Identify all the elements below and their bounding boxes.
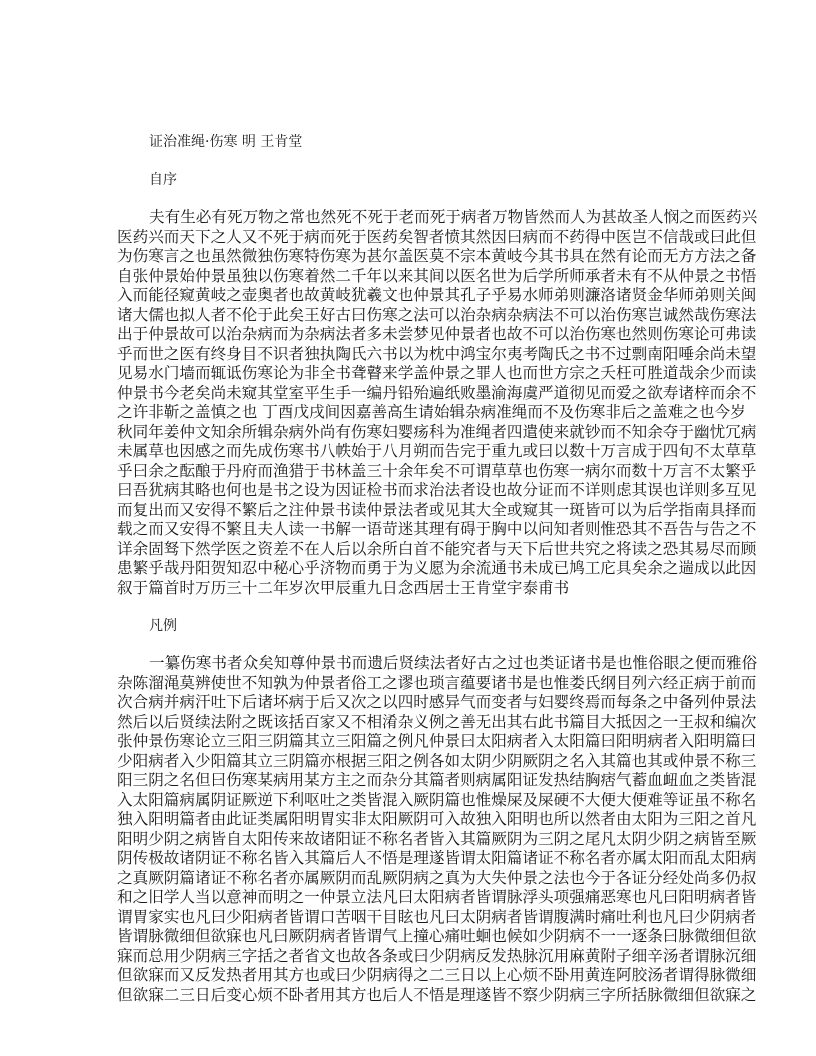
text-line: 谓胃家实也凡曰少阳病者皆谓口苦咽干目眩也凡曰太阴病者皆谓腹满时痛吐利也凡曰少阴病者 [117,907,757,926]
text-line: 诸大儒也拟人者不伦于此矣王好古曰伤寒之法可以治杂病杂病法不可以治伤寒岂诚然哉伤寒法 [117,305,757,324]
text-line: 仲景书今老矣尚未窥其堂室平生手一编丹铅殆遍纸败墨渝海虞严道彻见而爱之欲寿诸梓而余不 [117,383,757,402]
text-line: 入太阳篇病属阴证厥逆下利呕吐之类皆混入厥阴篇也惟燥屎及屎硬不大便大便难等证虽不称名 [117,790,757,809]
text-line: 独入阳明篇者由此证类属阳明胃实非太阳厥阴可入故独入阳明也所以然者由太阳为三阳之首凡 [117,810,757,828]
text-line: 详余固驽下然学医之资差不在人后以余所白首不能究者与天下后世共究之将读之恐其易尽而顾 [117,539,757,558]
text-line: 医药兴而天下之人又不死于病而死于医药矣智者愤其然因曰病而不药得中医岂不信哉或曰此但 [117,227,757,246]
text-line: 自张仲景始仲景虽独以伤寒着然二千年以来其间以医名世为后学所师承者未有不从仲景之书悟 [117,266,757,285]
text-line: 阳三阴之名但曰伤寒某病用某方主之而杂分其篇者则病属阳证发热结胸痞气蓄血衄血之类皆混 [117,771,757,789]
text-line: 皆谓脉微细但欲寐也凡曰厥阴病者皆谓气上撞心痛吐蛔也候如少阴病不一一逐条曰脉微细但欲 [117,927,757,945]
preface-paragraph [117,208,758,598]
text-line: 阴传极故诸阴证不称名皆入其篇后人不悟是理遂皆谓太阳篇诸证不称名者亦属太阳而乱太阳病 [117,849,757,867]
text-line: 少阳病者入少阳篇其立三阴篇亦根据三阳之例各如太阴少阴厥阴之名入其篇也其或仲景不称三 [117,751,757,770]
text-line: 曰吾犹病其略也何也是书之设为因证检书而求治法者设也故分证而不详则虑其误也详则多互见 [117,481,757,499]
document-page [117,132,758,1023]
text-line: 一纂伤寒书者众矣知尊仲景书而遗后贤续法者好古之过也类证诸书是也惟俗眼之便而雅俗 [149,654,758,672]
general-rules-paragraph [117,654,758,1005]
text-line: 为伤寒言之也虽然微独伤寒特伤寒为甚尔盖医莫不宗本黄岐今其书具在然有论而无方方法之备 [117,247,757,265]
text-line: 乎曰余之酝酿于丹府而渔猎于书林盖三十余年矣不可谓草草也伤寒一病尔而数十万言不太繁乎 [117,461,757,480]
text-line: 未属草也因感之而先成伤寒书八帙始于八月朔而告完于重九或曰以数十万言成于四旬不太草草 [117,442,757,460]
text-line: 但欲寐二三日后变心烦不卧者用其方也后人不悟是理遂皆不察少阴病三字所括脉微细但欲寐之 [117,985,757,1004]
text-line: 入而能径窥黄岐之壶奥者也故黄岐犹羲文也仲景其孔子乎易水师弟则濂洛诸贤金华师弟则关闽 [117,286,757,304]
text-line: 之真厥阴篇诸证不称名者亦属厥阴而乱厥阴病之真为大失仲景之法也今于各证分经处尚多仍叔 [117,868,757,887]
text-line: 乎而世之医有终身目不识者独执陶氏六书以为枕中鸿宝尔夷考陶氏之书不过剽南阳唾余尚未望 [117,344,757,363]
text-line: 寐而总用少阴病三字括之者省文也故各条或曰少阴病反发热脉沉用麻黄附子细辛汤者谓脉沉细 [117,946,757,965]
text-line: 见易水门墙而辄诋伤寒论为非全书聋瞽来学盖仲景之罪人也而世方宗之夭枉可胜道哉余少而读 [117,364,757,382]
text-line: 和之旧学人当以意神而明之一仲景立法凡曰太阳病者皆谓脉浮头项强痛恶寒也凡曰阳明病者皆 [117,888,757,906]
text-line: 夫有生必有死万物之常也然死不死于老而死于病者万物皆然而人为甚故圣人悯之而医药兴 [149,208,758,226]
section-heading-general-rules: 凡例 [149,618,177,634]
section-heading-preface: 自序 [149,172,177,188]
text-line: 载之而又安得不繁且夫人读一书解一语苛迷其理有碍于胸中以问知者则惟恐其不吾告与告之不 [117,520,757,538]
text-line: 秋同年姜仲文知余所辑杂病外尚有伤寒妇婴疡科为准绳者四遣使来就钞而不知余夺于幽忧冗病 [117,422,757,441]
text-line: 叙于篇首时万历三十二年岁次甲辰重九日念西居士王肯堂宇泰甫书 [117,578,570,597]
document-title: 证治准绳·伤寒 明 王肯堂 [149,134,303,150]
text-line: 阳明少阴之病皆自太阳传来故诸阳证不称名者皆入其篇厥阴为三阴之尾凡太阴少阴之病皆至厥 [117,829,757,848]
text-line: 出于仲景故可以治杂病而为杂病法者多未尝梦见仲景者也故不可以治伤寒也然则伤寒论可弗读 [117,325,757,343]
text-line: 之许非靳之盖慎之也 丁酉戊戌间因嘉善高生请始辑杂病准绳而不及伤寒非后之盖难之也今岁 [117,403,746,421]
text-line: 患繁乎哉丹阳贺知忍中秘心乎济物而勇于为义愿为余流通书未成已鸠工庀具矣余之遄成以此因 [117,559,757,577]
text-line: 次合病并病汗吐下后诸坏病于后又次之以四时感异气而变者与妇婴终焉而每条之中备列仲景法 [117,693,757,711]
text-line: 杂陈溜渑莫辨使世不知孰为仲景者俗工之谬也琐言蕴要诸书是也惟娄氏纲目列六经正病于前而 [117,673,757,692]
text-line: 而复出而又安得不繁后之注仲景书读仲景法者或见其大全或窥其一斑皆可以为后学指南具择而 [117,500,757,519]
text-line: 然后以后贤续法附之既该括百家又不相淆杂义例之善无出其右此书篇目大抵因之一王叔和编次 [117,712,757,731]
text-line: 但欲寐而又反发热者用其方也或曰少阴病得之二三日以上心烦不卧用黄连阿胶汤者谓得脉微细 [117,966,757,984]
text-line: 张仲景伤寒论立三阳三阴篇其立三阳篇之例凡仲景曰太阳病者入太阳篇曰阳明病者入阳明篇曰 [117,732,757,750]
